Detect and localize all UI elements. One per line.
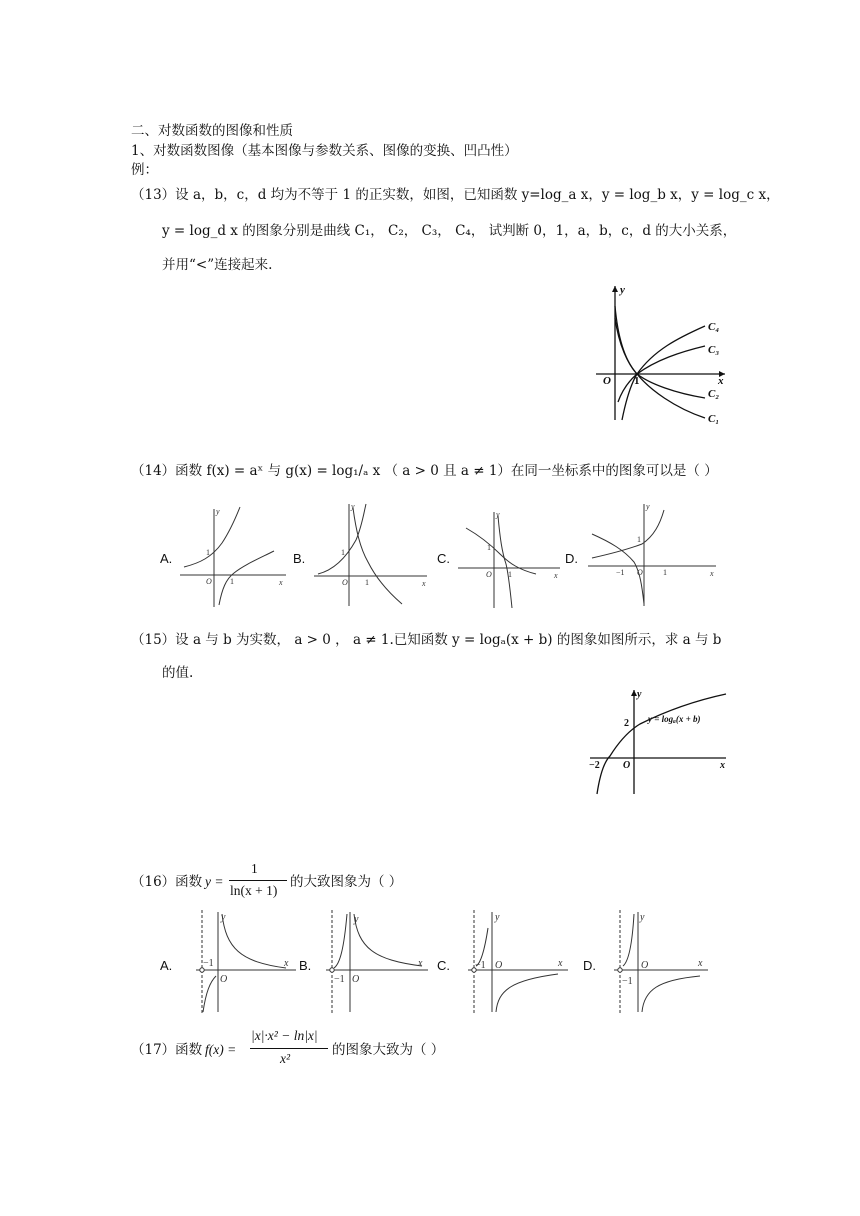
q14-text: （14）函数 f(x) = aˣ 与 g(x) = log₁/ₐ x （ a > 0 且 a ≠ 1）在同一坐标系中的图象可以是（ ） [131, 463, 718, 479]
q16-numerator: 1 [251, 861, 258, 876]
q16-lhs: y = [205, 874, 224, 889]
q14-option-d-label[interactable]: D. [565, 551, 578, 566]
svg-text:O: O [352, 974, 360, 985]
q15-x-label: x [720, 760, 725, 771]
q13-label-c3: C₃ [708, 344, 720, 356]
q15-y-tick: 2 [624, 718, 629, 729]
svg-text:−1: −1 [203, 958, 214, 969]
q17-lhs: f(x) = [205, 1042, 237, 1057]
section-subheading: 1、对数函数图像（基本图像与参数关系、图像的变换、凹凸性） [131, 143, 518, 159]
svg-text:1: 1 [663, 568, 667, 577]
q13-x-label: x [718, 375, 724, 387]
svg-text:y: y [351, 502, 355, 511]
q13-line2: y = log_d x 的图象分别是曲线 C₁， C₂， C₃， C₄， 试判断 0，1，a，b，c，d 的大小关系， [162, 223, 737, 239]
q17-prefix: （17）函数 [131, 1042, 203, 1058]
svg-text:1: 1 [341, 548, 345, 557]
q16-option-d-graph[interactable] [608, 908, 712, 1016]
q14-option-d-graph[interactable] [586, 500, 720, 610]
q13-line3: 并用“<”连接起来. [162, 257, 273, 273]
q17-denominator: x² [280, 1051, 291, 1066]
q16-prefix: （16）函数 [131, 874, 203, 890]
svg-text:1: 1 [230, 577, 234, 586]
svg-text:O: O [342, 578, 348, 587]
q15-figure [588, 686, 730, 798]
svg-text:−1: −1 [334, 974, 345, 985]
q16-denominator: ln(x + 1) [230, 883, 278, 898]
svg-text:x: x [698, 958, 703, 969]
q13-label-c1: C₁ [708, 413, 720, 425]
svg-text:O: O [495, 960, 503, 971]
svg-text:O: O [206, 577, 212, 586]
q13-label-c4: C₄ [708, 321, 720, 333]
svg-text:x: x [554, 571, 558, 580]
svg-text:−1: −1 [616, 568, 625, 577]
q13-one: 1 [634, 375, 640, 387]
q17-suffix: 的图象大致为（ ） [332, 1042, 445, 1058]
q15-x-tick: −2 [589, 760, 600, 771]
q13-origin: O [603, 375, 611, 387]
q15-origin: O [623, 760, 631, 771]
svg-text:x: x [558, 958, 563, 969]
q17-numerator: |x|·x² − ln|x| [251, 1028, 318, 1043]
svg-text:x: x [279, 578, 283, 587]
svg-text:−1: −1 [622, 976, 633, 987]
q15-line1: （15）设 a 与 b 为实数， a > 0 ， a ≠ 1.已知函数 y = logₐ(x + b) 的图象如图所示，求 a 与 b [131, 632, 722, 648]
q14-option-c-label[interactable]: C. [437, 551, 450, 566]
svg-text:x: x [284, 958, 289, 969]
svg-text:y: y [646, 502, 650, 511]
svg-text:y: y [640, 912, 645, 923]
q13-figure [590, 280, 735, 430]
svg-text:−1: −1 [475, 960, 486, 971]
q13-y-label: y [620, 284, 625, 296]
svg-text:1: 1 [637, 535, 641, 544]
svg-text:x: x [422, 579, 426, 588]
svg-text:O: O [641, 960, 649, 971]
svg-text:y: y [221, 912, 226, 923]
q13-curve-c2 [615, 306, 705, 398]
q14-option-a-graph[interactable] [178, 505, 290, 610]
q14-option-a-label[interactable]: A. [160, 551, 173, 566]
q13-curve-c1 [615, 318, 705, 418]
q16-option-c-graph[interactable] [462, 908, 572, 1016]
q14-option-c-graph[interactable] [456, 508, 564, 610]
svg-text:x: x [418, 958, 423, 969]
q13-curve-c4 [622, 326, 705, 420]
svg-text:y: y [496, 510, 500, 519]
svg-text:O: O [486, 570, 492, 579]
q13-label-c2: C₂ [708, 388, 720, 400]
q15-line2: 的值. [162, 665, 194, 681]
q16-option-d-label[interactable]: D. [583, 958, 596, 973]
q16-suffix: 的大致图象为（ ） [290, 874, 403, 890]
section-heading: 二、对数函数的图像和性质 [131, 123, 293, 139]
svg-text:y: y [495, 912, 500, 923]
svg-text:1: 1 [206, 548, 210, 557]
svg-text:y: y [354, 914, 359, 925]
example-label: 例： [131, 162, 158, 178]
svg-text:y: y [216, 507, 220, 516]
svg-text:1: 1 [508, 570, 512, 579]
q16-option-a-label[interactable]: A. [160, 958, 173, 973]
q16-option-a-graph[interactable] [190, 908, 300, 1016]
svg-text:1: 1 [365, 578, 369, 587]
q14-option-b-graph[interactable] [312, 500, 432, 608]
q17-fraction-bar [250, 1048, 328, 1049]
svg-text:O: O [220, 974, 228, 985]
svg-text:x: x [710, 569, 714, 578]
q16-fraction-bar [229, 880, 287, 881]
q14-option-b-label[interactable]: B. [293, 551, 306, 566]
q16-option-b-label[interactable]: B. [299, 958, 312, 973]
q16-option-c-label[interactable]: C. [437, 958, 450, 973]
svg-text:1: 1 [487, 543, 491, 552]
q13-line1: （13）设 a，b，c，d 均为不等于 1 的正实数，如图，已知函数 y=log_a x，y = log_b x，y = log_c x， [131, 187, 780, 203]
q15-curve-label: y = logₐ(x + b) [648, 714, 701, 724]
q16-option-b-graph[interactable] [322, 908, 434, 1016]
svg-text:O: O [637, 568, 643, 577]
q15-y-label: y [637, 689, 642, 700]
